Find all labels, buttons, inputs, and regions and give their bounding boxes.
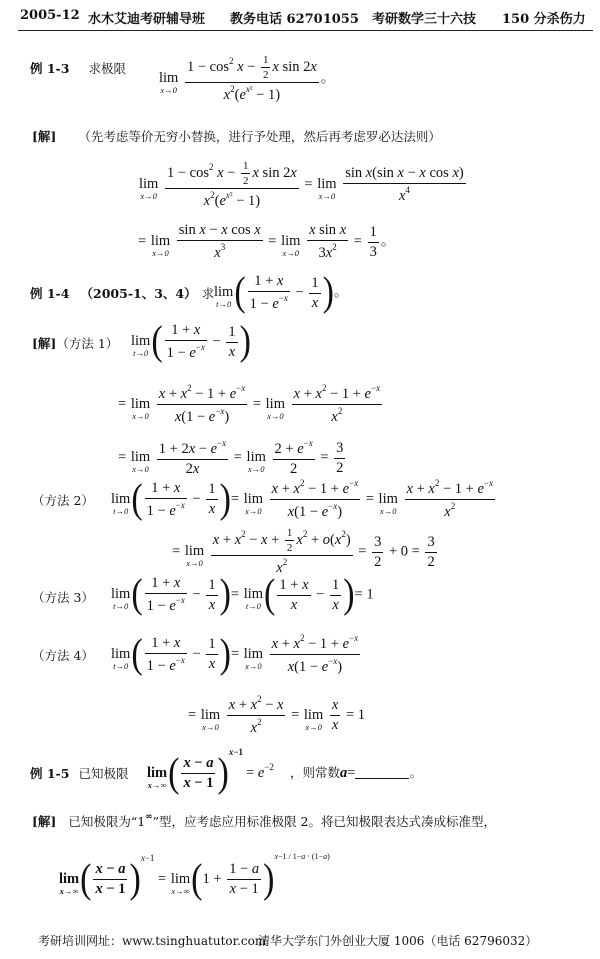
- example-1-5: 例 1-5 已知极限 lim x→∞ ( $\frac{x - a}{x - 1}$ )$^{x-1}$ = $e^{-2}$ ，则常数a= 。: [30, 747, 422, 796]
- header-tagline: 150 分杀伤力: [502, 12, 586, 27]
- formula-ex13: lim x→0 $1 - \cos^2 x$ − $\frac{1}{2}$ x sin 2x $x^2(e^{x^2} - 1)$ 。: [159, 54, 336, 103]
- method1-expr: lim t→0 ( $\frac{1 + x}{1 - e^{-x}}$ − $\frac{1}{x}$ ): [131, 319, 251, 364]
- solution-ex13-line2: = lim x→0 $\frac{\text{sin x − x cos x}}{x^3}$ = lim x→0 $\frac{\text{x sin x}}{3x^2}$ = $\frac{1}{3}$ 。: [138, 222, 396, 261]
- solution-ex15-intro: [解] 已知极限为“1∞”型，应考虑应用标准极限 2。将已知极限表达式凑成标准型，: [32, 812, 496, 829]
- method1-step2: = lim x→0 $\frac{1 + 2x - e^{-x}}{2x}$ = lim x→0 $\frac{2 + e^{-x}}{2}$ = $\frac{3}{2}$: [118, 438, 344, 477]
- header-school: 水木艾迪考研辅导班: [88, 12, 206, 27]
- solution-ex15-formula: lim x→∞ ( $\frac{x - a}{x - 1}$ )$^{x-1}$ = lim x→∞ (1 + $\frac{1 - a}{x - 1}$ )$^{x-1 / 1-a \cdot (1-a)}$: [59, 852, 330, 902]
- solution-ex13-line1: lim x→0 $1 - \cos^2 x$ − $\frac{1}{2}$ x sin 2x $x^2(e^{x^2} - 1)$ = lim x→0 $\frac{\text{sin x(sin x − x cos x)}}{x^4}$: [139, 160, 464, 209]
- example-label: 例 1-3: [30, 61, 70, 76]
- header-rule: [18, 30, 593, 31]
- example-1-4: 例 1-4 （2005-1、3、4） 求 lim t→0 ( $\frac{1 + x}{1 - e^{-x}}$ − $\frac{1}{x}$ )。: [30, 270, 349, 315]
- solution-ex14-method4: （方法 4）: [32, 648, 94, 663]
- solution-ex14-method1: [解]（方法 1）: [32, 336, 119, 351]
- method4-step1: lim t→0 ( $\frac{1 + x}{1 - e^{-x}}$ − $\frac{1}{x}$ )= lim x→0 $\frac{x + x^2 - 1 + e^{-x}}{x(1 - e^{-x})}$: [111, 631, 359, 677]
- method4-step2: = lim x→0 $\frac{x + x^2 - x}{x^2}$ = lim x→0 $\frac{x}{x}$ = 1: [188, 694, 365, 736]
- solution-ex13-intro: [解] （先考虑等价无穷小替换，进行予处理，然后再考虑罗必达法则）: [32, 129, 441, 144]
- method2-step1: lim t→0 ( $\frac{1 + x}{1 - e^{-x}}$ − $\frac{1}{x}$ )= lim x→0 $\frac{x + x^2 - 1 + e^{-x}}{x(1 - e^{-x})}$ = lim x→0 $\frac{x + x^2 - 1 + e^{-x}}{x^2}$: [111, 476, 493, 522]
- answer-blank[interactable]: [355, 766, 409, 779]
- header-book-title: 考研数学三十六技: [372, 12, 477, 27]
- header-date: 2005-12: [20, 8, 80, 23]
- method2-step2: = lim x→0 $x + x^2 - x$ + $\frac{1}{2}$ $x^2 + o(x^2)$ $x^2$ = $\frac{3}{2}$ + 0 = $\frac{3}{2}$: [172, 527, 435, 576]
- footer-address: 清华大学东门外创业大厦 1006（电话 62796032）: [258, 934, 538, 948]
- header-phone: 教务电话 62701055: [230, 12, 359, 27]
- example-prompt: 求极限: [88, 61, 127, 76]
- solution-ex14-method2: （方法 2）: [32, 493, 94, 508]
- footer-website: 考研培训网址：www.tsinghuatutor.com: [38, 934, 267, 948]
- solution-ex14-method3: （方法 3）: [32, 590, 94, 605]
- method3-expr: lim t→0 ( $\frac{1 + x}{1 - e^{-x}}$ − $\frac{1}{x}$ )= lim t→0 ( $\frac{1 + x}{x}$ − $\frac{1}{x}$ )= 1: [111, 572, 374, 617]
- method1-step1: = lim x→0 $\frac{x + x^2 - 1 + e^{-x}}{x(1 - e^{-x})}$ = lim x→0 $\frac{x + x^2 - 1 + e^{-x}}{x^2}$: [118, 383, 381, 425]
- example-1-3: [30, 54, 336, 103]
